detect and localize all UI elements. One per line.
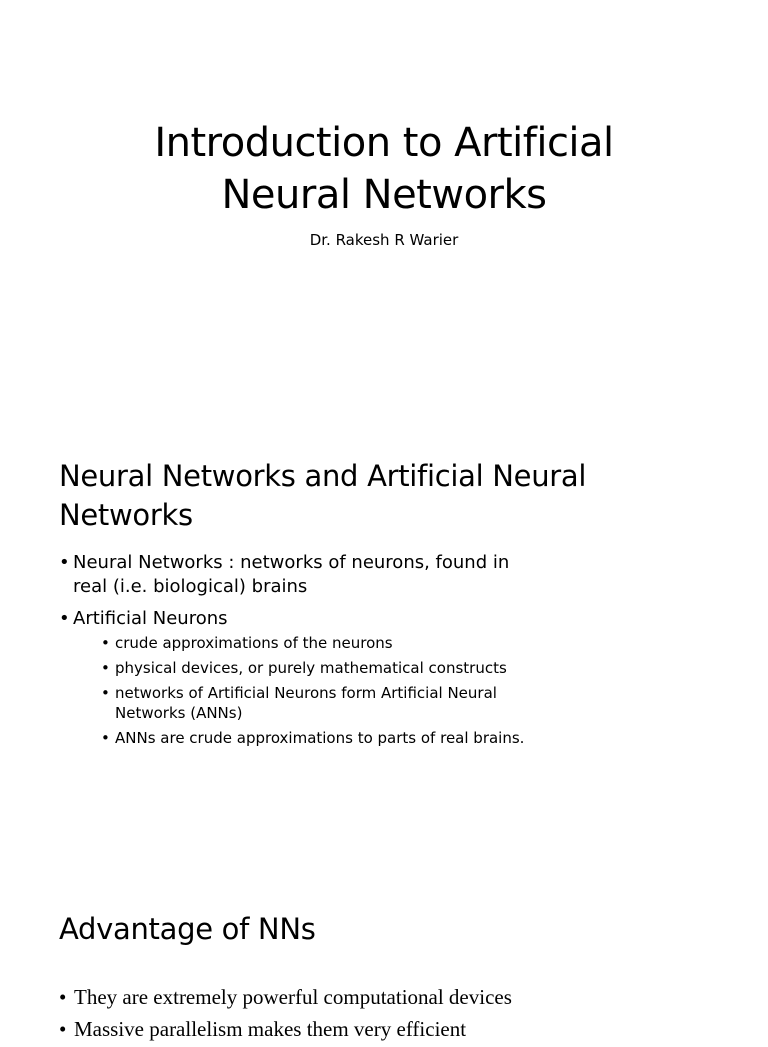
bullet-item [59,551,539,599]
bullet-text: Artificial Neurons [73,608,228,629]
sub-bullet-item: • networks of Artificial Neurons form Artificial Neural Networks (ANNs) [101,683,539,723]
slide-title [0,0,768,430]
bullet-item: • Massive parallelism makes them very efficient [59,1015,659,1043]
bullet-text: Neural Networks : networks of neurons, found in real (i.e. biological) brains [73,552,510,597]
slide-neural-networks [0,430,768,862]
title-line-2: Neural Networks [221,172,547,218]
sub-bullet-item: • physical devices, or purely mathematical constructs [101,658,539,678]
sub-bullet-item: • ANNs are crude approximations to parts of real brains. [101,728,539,748]
bullet-item: • They are extremely powerful computational devices [59,983,659,1011]
slide-heading: Advantage of NNs [59,912,316,946]
slide-heading: Neural Networks and Artificial Neural Networks [59,459,587,532]
presentation-title [0,117,768,221]
sub-bullet-list [101,633,539,748]
title-line-1: Introduction to Artificial [154,120,614,166]
bullet-item [59,607,539,748]
slide-advantages [0,862,768,1041]
sub-bullet-item: • crude approximations of the neurons [101,633,539,653]
author-name: Dr. Rakesh R Warier [309,231,459,249]
bullet-list [59,551,539,756]
bullet-list [59,983,659,1047]
